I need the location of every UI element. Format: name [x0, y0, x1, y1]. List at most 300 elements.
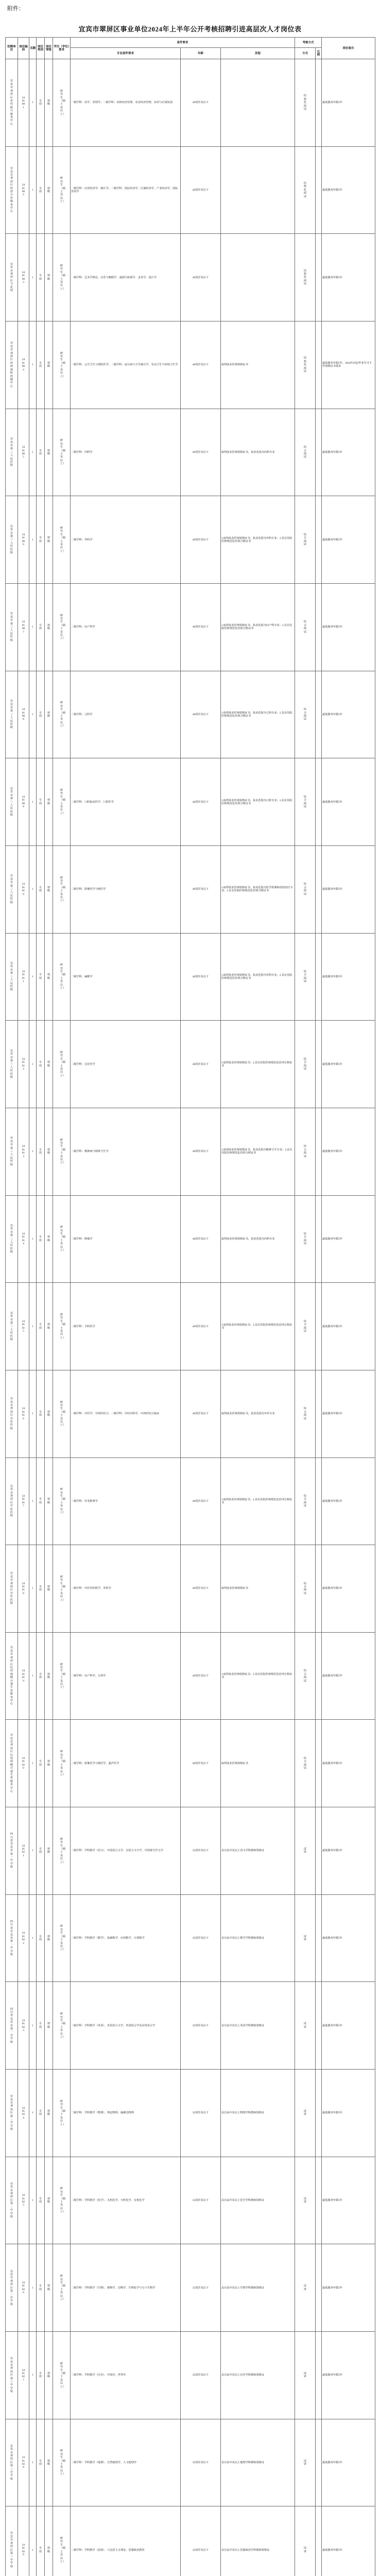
- cell-age-text: 40周岁及以下: [192, 888, 209, 891]
- cell-other: [221, 2157, 295, 2244]
- cell-major-text: 二级学科：学科教学（语文）、中国语言文学、汉语言文字学、中国现当代文学: [71, 1849, 163, 1853]
- cell-major: [71, 1021, 181, 1108]
- cell-grade-text: 初级: [47, 711, 50, 718]
- cell-ratio: [316, 583, 322, 671]
- cell-major: [71, 1545, 181, 1633]
- cell-unit: [6, 2070, 18, 2157]
- cell-age-text: 40周岁及以下: [192, 800, 209, 804]
- cell-method-text: 结构化面试: [303, 94, 307, 111]
- cell-note: [322, 2419, 375, 2506]
- cell-grade-text: 初级: [47, 99, 50, 106]
- cell-count: [29, 1982, 37, 2070]
- cell-other: [221, 583, 295, 671]
- cell-category: [37, 1545, 45, 1633]
- cell-grade-text: 初级: [47, 1585, 50, 1592]
- cell-category: [37, 1108, 45, 1195]
- header-category: 岗位类别: [37, 38, 45, 59]
- cell-category: [37, 409, 45, 496]
- cell-note: [322, 2506, 375, 2576]
- cell-ratio: [316, 1632, 322, 1720]
- cell-count-text: 1: [32, 713, 33, 716]
- cell-count-text: 1: [32, 2548, 33, 2552]
- cell-education-text: 研究生（硕士及以上）: [60, 526, 65, 553]
- header-method: 方式: [295, 48, 316, 59]
- cell-category: [37, 1021, 45, 1108]
- cell-age: [181, 2244, 221, 2332]
- cell-major: [71, 2419, 181, 2506]
- cell-category-text: 专技: [39, 1672, 42, 1680]
- cell-method-text: 结构化面试: [303, 181, 307, 198]
- cell-grade-text: 初级: [47, 449, 50, 455]
- cell-category: [37, 1982, 45, 2070]
- cell-ratio: [316, 496, 322, 584]
- cell-code: [18, 1458, 29, 1545]
- cell-unit: [6, 1545, 18, 1633]
- cell-unit-text: 宜宾市第三人民医院: [10, 612, 13, 642]
- cell-code-text: 2401007: [22, 620, 25, 634]
- cell-unit: [6, 933, 18, 1021]
- cell-education: [53, 321, 71, 409]
- table-row: [6, 234, 375, 321]
- cell-ratio: [316, 671, 322, 758]
- cell-note: [322, 845, 375, 933]
- cell-education: [53, 1195, 71, 1283]
- cell-method: [295, 2419, 316, 2506]
- cell-unit-text: 宜宾市翠屏区第三中学校: [10, 2357, 13, 2394]
- cell-code-text: 2401013: [22, 1145, 25, 1158]
- cell-grade: [45, 321, 53, 409]
- cell-code: [18, 1545, 29, 1633]
- cell-note: [322, 1632, 375, 1720]
- cell-note: [322, 496, 375, 584]
- cell-education-text: 研究生（硕士及以上）: [60, 351, 65, 378]
- cell-count: [29, 146, 37, 234]
- cell-major-text: 二级学科：学科教学（历史）、中国史、世界史: [71, 2374, 126, 2377]
- cell-age: [181, 2070, 221, 2157]
- cell-major: [71, 1108, 181, 1195]
- cell-major: [71, 933, 181, 1021]
- cell-grade-text: 初级: [47, 1410, 50, 1417]
- cell-category: [37, 1720, 45, 1807]
- cell-category-text: 专技: [39, 2284, 42, 2291]
- cell-note-text: 最低服务年限5年: [322, 2111, 342, 2115]
- cell-major: [71, 1283, 181, 1370]
- table-row: [6, 2157, 375, 2244]
- cell-age: [181, 758, 221, 846]
- cell-age-text: 35周岁及以下: [192, 2461, 209, 2465]
- cell-code: [18, 1108, 29, 1195]
- cell-other: [221, 2506, 295, 2576]
- cell-category-text: 专技: [39, 1323, 42, 1330]
- cell-unit-text: 宜宾市第三人民医院: [10, 787, 13, 817]
- cell-ratio: [316, 59, 322, 147]
- cell-note: [322, 1370, 375, 1458]
- cell-ratio: [316, 1458, 322, 1545]
- cell-education: [53, 1982, 71, 2070]
- cell-code: [18, 321, 29, 409]
- cell-age: [181, 1370, 221, 1458]
- cell-category: [37, 1894, 45, 1982]
- cell-category: [37, 845, 45, 933]
- header-conditions: 条件要求: [71, 38, 295, 48]
- cell-category-text: 专技: [39, 449, 42, 455]
- cell-other: [221, 1370, 295, 1458]
- cell-category-text: 专技: [39, 2459, 42, 2466]
- cell-education-text: 研究生（硕士及以上）: [60, 2275, 65, 2301]
- cell-note-text: 最低服务年限5年: [322, 2199, 342, 2202]
- cell-unit-text: 宜宾市第三人民医院: [10, 874, 13, 904]
- cell-age-text: 35周岁及以下: [192, 1937, 209, 1940]
- cell-method: [295, 1720, 316, 1807]
- cell-age-text: 40周岁及以下: [192, 1499, 209, 1503]
- cell-age-text: 40周岁及以下: [192, 625, 209, 629]
- cell-education-text: 研究生（硕士及以上）: [60, 1750, 65, 1777]
- cell-code: [18, 2332, 29, 2419]
- cell-unit-text: 宜宾市翠屏区第三中学校: [10, 2444, 13, 2481]
- cell-code-text: 2401009: [22, 795, 25, 808]
- cell-education: [53, 845, 71, 933]
- cell-other: [221, 933, 295, 1021]
- cell-grade: [45, 2070, 53, 2157]
- cell-count: [29, 1545, 37, 1633]
- cell-grade: [45, 1545, 53, 1633]
- cell-unit-text: 宜宾市翠屏区中医医院: [10, 1572, 13, 1605]
- cell-note-text: 最低服务年限5年: [322, 800, 342, 804]
- cell-unit: [6, 1632, 18, 1720]
- cell-category: [37, 59, 45, 147]
- table-row: [6, 2070, 375, 2157]
- header-grade: 岗位等级: [45, 38, 53, 59]
- cell-education-text: 研究生（硕士及以上）: [60, 1400, 65, 1427]
- table-row: [6, 1720, 375, 1807]
- cell-age: [181, 1982, 221, 2070]
- cell-code: [18, 1894, 29, 1982]
- cell-category-text: 专技: [39, 1935, 42, 1942]
- cell-other-text: 1.取得执业医师资格证书，执业范围为外科专业；2.具有住院医师规范化培训合格证书: [221, 973, 292, 980]
- cell-other: [221, 2332, 295, 2419]
- cell-count-text: 1: [32, 2199, 33, 2202]
- cell-ratio: [316, 1370, 322, 1458]
- cell-note-text: 最低服务年限5年: [322, 1237, 342, 1241]
- cell-age-text: 40周岁及以下: [192, 1412, 209, 1416]
- header-other: 其他: [221, 48, 295, 59]
- cell-other-text: 具有高中及以上数学学科教师资格证: [221, 1937, 265, 1940]
- cell-note-text: 最低服务年限5年。2024年应届毕业生可不作资格证书要求: [322, 362, 372, 368]
- table-row: [6, 1195, 375, 1283]
- cell-ratio: [316, 2332, 322, 2419]
- cell-count-text: 1: [32, 2461, 33, 2465]
- cell-age: [181, 1195, 221, 1283]
- table-row: [6, 1632, 375, 1720]
- cell-code: [18, 2070, 29, 2157]
- cell-note: [322, 1720, 375, 1807]
- cell-other: [221, 496, 295, 584]
- cell-ratio: [316, 2157, 322, 2244]
- cell-unit: [6, 2332, 18, 2419]
- cell-education-text: 研究生（硕士及以上）: [60, 439, 65, 466]
- cell-method: [295, 234, 316, 321]
- cell-code-text: 2401027: [22, 2368, 25, 2382]
- cell-count-text: 1: [32, 1499, 33, 1503]
- cell-grade-text: 初级: [47, 1760, 50, 1767]
- cell-education: [53, 409, 71, 496]
- cell-note-text: 最低服务年限5年: [322, 1587, 342, 1590]
- cell-other: [221, 2070, 295, 2157]
- cell-category: [37, 321, 45, 409]
- cell-major: [71, 758, 181, 846]
- header-ratio: 比例: [316, 48, 322, 59]
- cell-code-text: 2401012: [22, 1057, 25, 1071]
- table-row: [6, 1807, 375, 1895]
- cell-age: [181, 1632, 221, 1720]
- cell-education: [53, 2332, 71, 2419]
- cell-grade: [45, 146, 53, 234]
- cell-code-text: 2401001: [22, 96, 25, 109]
- cell-count: [29, 671, 37, 758]
- table-row: [6, 2419, 375, 2506]
- cell-count-text: 1: [32, 975, 33, 978]
- cell-education-text: 研究生（硕士及以上）: [60, 1663, 65, 1689]
- cell-note-text: 最低服务年限5年: [322, 188, 342, 192]
- cell-other: [221, 1894, 295, 1982]
- cell-method-text: 综合面试: [303, 795, 307, 808]
- cell-other: [221, 1108, 295, 1195]
- cell-count: [29, 1458, 37, 1545]
- cell-major: [71, 1894, 181, 1982]
- header-exam-method: 考核方式: [295, 38, 322, 48]
- cell-age: [181, 1545, 221, 1633]
- cell-education-text: 研究生（硕士及以上）: [60, 701, 65, 728]
- table-row: [6, 671, 375, 758]
- cell-method-text: 结构化面试: [303, 269, 307, 286]
- cell-count: [29, 2506, 37, 2576]
- cell-other: [221, 758, 295, 846]
- cell-code-text: 2401011: [22, 970, 25, 984]
- cell-count: [29, 2419, 37, 2506]
- cell-unit: [6, 2157, 18, 2244]
- cell-note: [322, 1982, 375, 2070]
- cell-grade-text: 初级: [47, 1323, 50, 1330]
- cell-unit-text: 宜宾市翠屏区第二中学校: [10, 2269, 13, 2306]
- cell-code-text: 2401020: [22, 1756, 25, 1770]
- cell-code-text: 2401028: [22, 2456, 25, 2469]
- cell-note-text: 最低服务年限5年: [322, 2461, 342, 2465]
- cell-unit: [6, 758, 18, 846]
- cell-unit-text: 宜宾市翠屏区文化馆: [10, 262, 13, 293]
- cell-note-text: 最低服务年限5年: [322, 2024, 342, 2027]
- cell-other-text: 1.取得执业医师资格证书，执业范围为外科专业；2.具有住院医师规范化培训合格证书: [221, 536, 292, 543]
- cell-code: [18, 671, 29, 758]
- cell-age-text: 40周岁及以下: [192, 363, 209, 367]
- cell-note: [322, 59, 375, 147]
- cell-method: [295, 409, 316, 496]
- cell-ratio: [316, 758, 322, 846]
- cell-code-text: 2401025: [22, 2194, 25, 2207]
- cell-note: [322, 2157, 375, 2244]
- cell-method-text: 综合面试: [303, 1319, 307, 1333]
- cell-age: [181, 496, 221, 584]
- cell-count: [29, 1632, 37, 1720]
- cell-unit: [6, 1982, 18, 2070]
- cell-ratio: [316, 2244, 322, 2332]
- cell-age: [181, 1807, 221, 1895]
- cell-method-text: 综合面试: [303, 533, 307, 547]
- cell-other-text: 具有高中及以上思想政治学科教师资格证: [221, 2548, 270, 2552]
- cell-other: [221, 1807, 295, 1895]
- cell-major: [71, 1632, 181, 1720]
- cell-major: [71, 2157, 181, 2244]
- cell-ratio: [316, 2506, 322, 2576]
- cell-note-text: 最低服务年限5年: [322, 1674, 342, 1678]
- cell-count: [29, 1370, 37, 1458]
- header-age: 年龄: [181, 48, 221, 59]
- cell-major: [71, 409, 181, 496]
- cell-code-text: 2401017: [22, 1495, 25, 1508]
- cell-method: [295, 1108, 316, 1195]
- cell-code-text: 2401010: [22, 883, 25, 896]
- cell-code-text: 2401026: [22, 2281, 25, 2295]
- cell-method-text: 试讲: [303, 1848, 307, 1854]
- cell-education-text: 研究生（硕士及以上）: [60, 89, 65, 116]
- table-row: [6, 409, 375, 496]
- cell-grade-text: 初级: [47, 2110, 50, 2116]
- cell-grade-text: 初级: [47, 2284, 50, 2291]
- cell-category-text: 专技: [39, 711, 42, 718]
- cell-code-text: 2401002: [22, 183, 25, 197]
- cell-category: [37, 2506, 45, 2576]
- cell-method-text: 试讲: [303, 2547, 307, 2553]
- cell-note-text: 最低服务年限5年: [322, 450, 342, 454]
- cell-grade-text: 初级: [47, 2547, 50, 2553]
- cell-education: [53, 671, 71, 758]
- cell-unit-text: 宜宾市翠屏区乡村振兴服务中心: [10, 79, 13, 126]
- cell-ratio: [316, 234, 322, 321]
- cell-major: [71, 1195, 181, 1283]
- cell-unit: [6, 1283, 18, 1370]
- cell-education: [53, 2157, 71, 2244]
- cell-count: [29, 1720, 37, 1807]
- cell-count-text: 1: [32, 276, 33, 279]
- cell-grade-text: 初级: [47, 1672, 50, 1680]
- cell-age: [181, 933, 221, 1021]
- cell-age-text: 40周岁及以下: [192, 1674, 209, 1678]
- cell-education: [53, 1807, 71, 1895]
- cell-other-text: 1.取得执业医师资格证书，执业范围为儿科专业；2.具有住院医师规范化培训合格证书: [221, 711, 292, 718]
- cell-grade: [45, 1283, 53, 1370]
- cell-method-text: 试讲: [303, 2197, 307, 2204]
- cell-education: [53, 1458, 71, 1545]
- cell-unit: [6, 409, 18, 496]
- cell-method: [295, 1021, 316, 1108]
- cell-count-text: 1: [32, 888, 33, 891]
- cell-code: [18, 1807, 29, 1895]
- cell-age: [181, 1720, 221, 1807]
- cell-other-text: 具有高中及以上物理学科教师资格证: [221, 2111, 265, 2115]
- cell-count: [29, 758, 37, 846]
- cell-education-text: 研究生（硕士及以上）: [60, 788, 65, 815]
- cell-note: [322, 321, 375, 409]
- cell-major-text: 二级学科：妇产科学: [71, 625, 95, 629]
- cell-ratio: [316, 1283, 322, 1370]
- positions-table: [5, 37, 375, 2576]
- cell-major-text: 二级学科：学科教学（地理）、自然地理学、人文地理学: [71, 2461, 137, 2465]
- cell-method-text: 综合面试: [303, 708, 307, 721]
- cell-grade: [45, 845, 53, 933]
- cell-grade-text: 初级: [47, 2371, 50, 2379]
- cell-category: [37, 146, 45, 234]
- cell-grade: [45, 1370, 53, 1458]
- cell-age-text: 40周岁及以下: [192, 538, 209, 541]
- cell-unit-text: 宜宾市第三人民医院: [10, 1137, 13, 1166]
- cell-education-text: 研究生（硕士及以上）: [60, 1226, 65, 1252]
- cell-code: [18, 146, 29, 234]
- cell-code: [18, 1632, 29, 1720]
- cell-note: [322, 933, 375, 1021]
- cell-other-text: 取得执业医师资格证书: [221, 363, 248, 367]
- cell-education: [53, 59, 71, 147]
- cell-count-text: 1: [32, 1325, 33, 1328]
- cell-method: [295, 1894, 316, 1982]
- cell-other-text: 1.取得执业医师资格证书；2.具有住院医师规范化培训合格证书: [221, 1061, 292, 1067]
- cell-category-text: 专技: [39, 1410, 42, 1417]
- cell-other: [221, 2419, 295, 2506]
- cell-grade-text: 初级: [47, 361, 50, 368]
- cell-major-text: 二级学科：影像医学与核医学: [71, 888, 106, 891]
- cell-count: [29, 1894, 37, 1982]
- cell-other-text: 1.取得执业医师资格证书；2.具有住院医师规范化培训合格证书: [221, 1673, 292, 1680]
- header-major: 专业条件要求: [71, 48, 181, 59]
- cell-grade: [45, 496, 53, 584]
- cell-note: [322, 1894, 375, 1982]
- cell-major-text: 二级学科：学科教学（英语）、英语语言文学、外国语言学及应用语言学: [71, 2024, 156, 2027]
- cell-major-text: 一级学科：艺术学理论、音乐与舞蹈学、戏剧与影视学、美术学、设计学: [71, 276, 157, 279]
- cell-education: [53, 1370, 71, 1458]
- cell-category: [37, 2157, 45, 2244]
- cell-age: [181, 2419, 221, 2506]
- cell-major-text: 二级学科：麻醉学: [71, 975, 93, 978]
- cell-note-text: 最低服务年限5年: [322, 1937, 342, 1940]
- header-unit: 招聘单位: [6, 38, 18, 59]
- cell-other-text: 具有高中及以上语文学科教师资格证: [221, 1849, 265, 1853]
- cell-note-text: 最低服务年限5年: [322, 538, 342, 541]
- table-row: [6, 1458, 375, 1545]
- cell-method: [295, 1370, 316, 1458]
- cell-method-text: 综合面试: [303, 1669, 307, 1683]
- cell-major: [71, 1982, 181, 2070]
- cell-unit: [6, 1807, 18, 1895]
- cell-method: [295, 758, 316, 846]
- cell-age-text: 35周岁及以下: [192, 2024, 209, 2027]
- cell-note-text: 最低服务年限5年: [322, 625, 342, 629]
- cell-count: [29, 1195, 37, 1283]
- cell-major-text: 一级学科：应用经济学、统计学；二级学科：国民经济学、区域经济学、产业经济学、国际贸易学: [71, 187, 178, 193]
- cell-grade-text: 初级: [47, 187, 50, 193]
- cell-education-text: 研究生（硕士及以上）: [60, 2012, 65, 2039]
- cell-grade: [45, 1458, 53, 1545]
- cell-other: [221, 409, 295, 496]
- cell-note-text: 最低服务年限5年: [322, 1761, 342, 1765]
- table-row: [6, 496, 375, 584]
- cell-major-text: 二级学科：急诊医学: [71, 1062, 95, 1066]
- cell-major-text: 二级学科：学科教学（思政）、马克思主义理论、思想政治教育: [71, 2548, 145, 2552]
- cell-code-text: 2401014: [22, 1232, 25, 1246]
- cell-ratio: [316, 2070, 322, 2157]
- attachment-label: 附件：: [7, 6, 24, 12]
- cell-age: [181, 1894, 221, 1982]
- cell-ratio: [316, 1195, 322, 1283]
- cell-education: [53, 2506, 71, 2576]
- cell-category-text: 专技: [39, 973, 42, 980]
